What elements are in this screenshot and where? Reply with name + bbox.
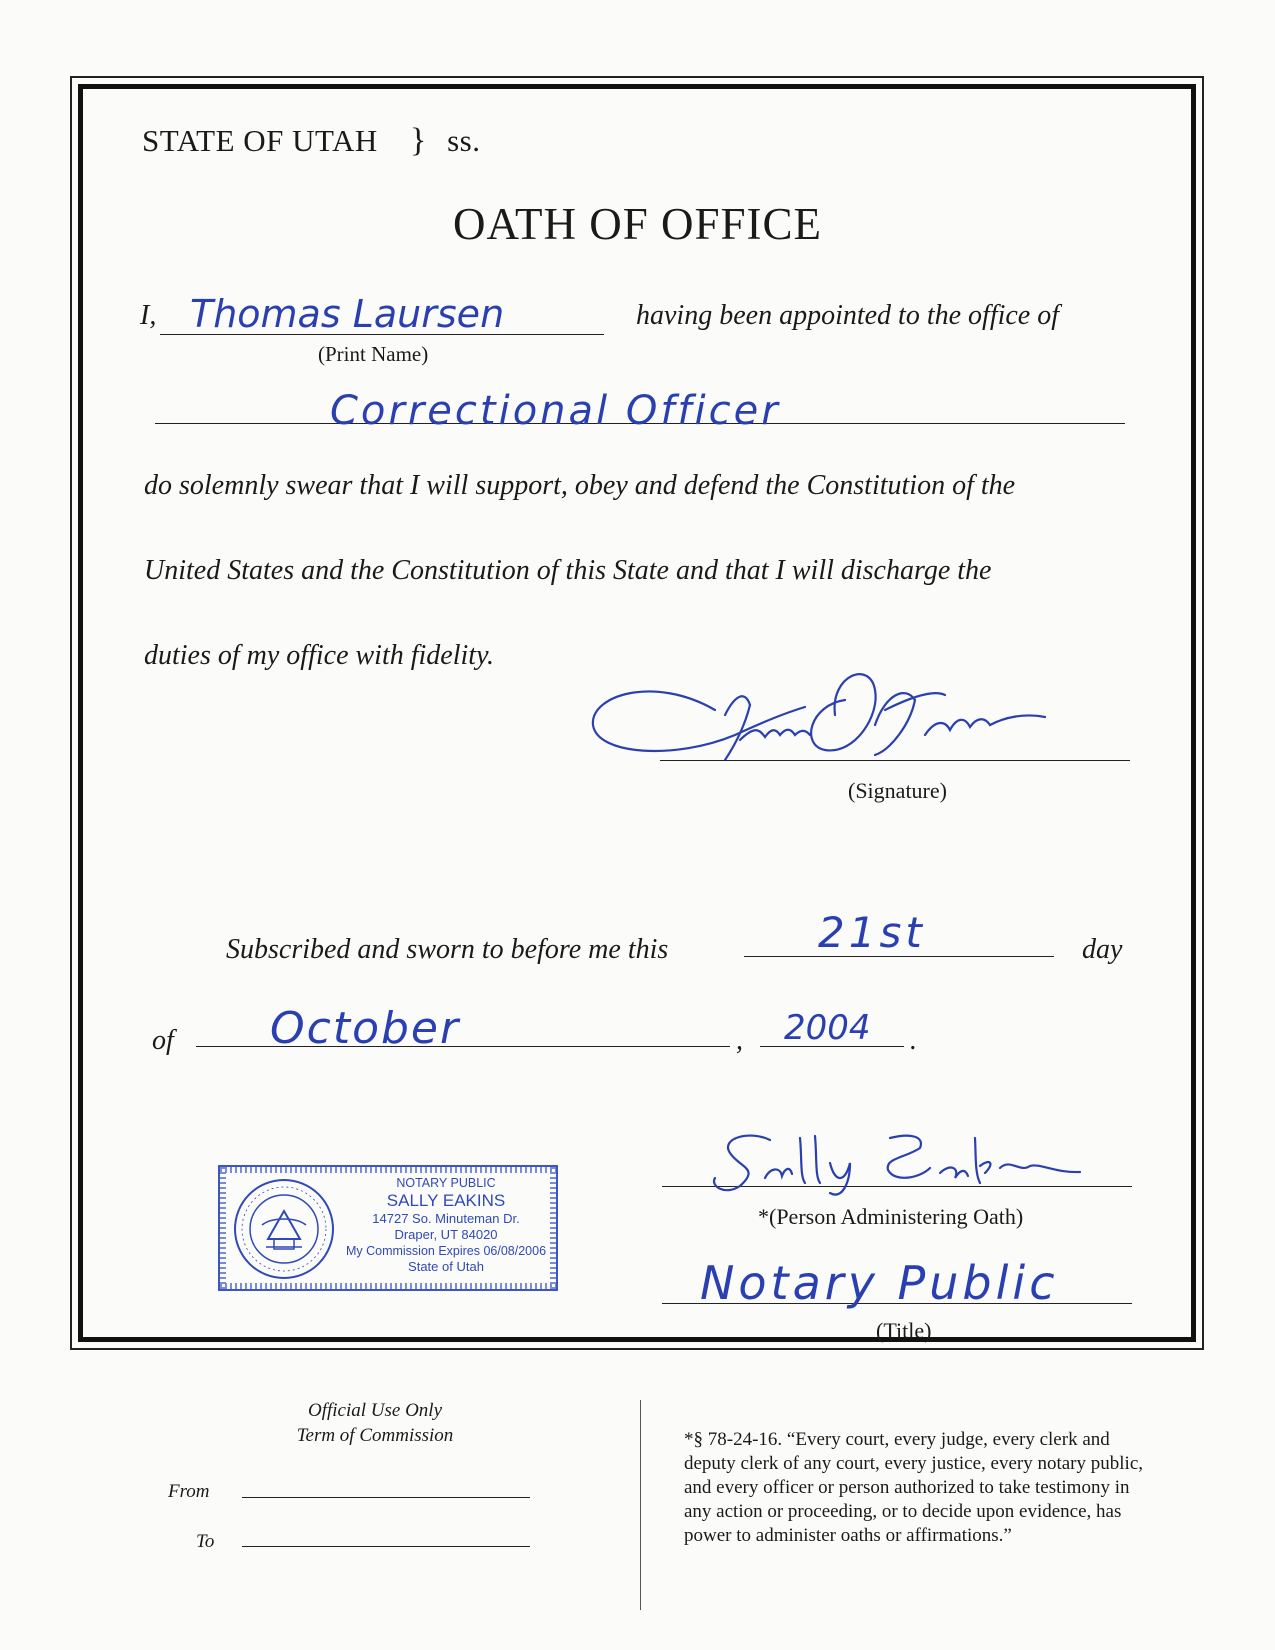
footnote-line-2: deputy clerk of any court, every justice, every notary public, — [684, 1453, 1143, 1474]
to-line — [242, 1546, 530, 1547]
stamp-name: SALLY EAKINS — [386, 1191, 506, 1210]
official-use-line-1: Official Use Only — [307, 1400, 443, 1421]
state-name: STATE OF UTAH — [142, 123, 378, 158]
period: . — [910, 1025, 917, 1056]
footnote-line-3: and every officer or person authorized to take testimony in — [684, 1477, 1130, 1498]
of-prefix: of — [152, 1025, 174, 1056]
title-label: (Title) — [876, 1318, 932, 1343]
venue-header — [142, 122, 480, 160]
title-value: Notary Public — [700, 1256, 1059, 1310]
state-seal-icon — [232, 1177, 336, 1281]
oath-paragraph-line-2: United States and the Constitution of this State and that I will discharge the — [144, 555, 992, 586]
to-label: To — [196, 1531, 215, 1552]
month-value: October — [270, 1003, 461, 1054]
footer-divider — [640, 1400, 641, 1610]
oath-paragraph-line-1: do solemnly swear that I will support, obey and defend the Constitution of the — [144, 470, 1016, 501]
print-name-label: (Print Name) — [318, 342, 429, 366]
ss-label: ss. — [447, 123, 481, 158]
brace: } — [410, 122, 427, 159]
statute-footnote — [684, 1428, 1204, 1548]
footnote-line-4: any action or proceeding, or to decide upon evidence, has — [684, 1501, 1122, 1522]
stamp-commission: My Commission Expires 06/08/2006 — [345, 1244, 547, 1258]
day-suffix: day — [1082, 934, 1123, 965]
stamp-address-2: Draper, UT 84020 — [394, 1227, 498, 1242]
document-title: OATH OF OFFICE — [452, 199, 823, 249]
administrator-label: *(Person Administering Oath) — [758, 1204, 1024, 1229]
signature-line — [660, 760, 1130, 761]
comma: , — [736, 1025, 743, 1056]
day-value: 21st — [818, 908, 926, 957]
stamp-notary-public: NOTARY PUBLIC — [396, 1176, 496, 1190]
notary-stamp-text — [338, 1175, 554, 1275]
footnote-line-5: power to administer oaths or affirmations.” — [684, 1525, 1012, 1546]
appointed-text: having been appointed to the office of — [636, 300, 1060, 331]
official-use-heading — [230, 1398, 520, 1448]
oath-paragraph-line-3: duties of my office with fidelity. — [144, 640, 494, 671]
from-line — [242, 1497, 530, 1498]
print-name-value: Thomas Laursen — [190, 292, 505, 336]
notary-stamp — [218, 1165, 558, 1291]
signature-graphic — [585, 655, 1055, 790]
administrator-signature-graphic — [710, 1128, 1090, 1198]
stamp-state: State of Utah — [408, 1259, 484, 1274]
office-value: Correctional Officer — [330, 388, 781, 434]
i-prefix: I, — [140, 300, 157, 331]
signature-label: (Signature) — [848, 778, 947, 803]
year-value: 2004 — [784, 1008, 871, 1048]
stamp-address-1: 14727 So. Minuteman Dr. — [372, 1211, 520, 1226]
subscribed-text: Subscribed and sworn to before me this — [226, 934, 669, 965]
from-label: From — [168, 1481, 210, 1502]
footnote-line-1: *§ 78-24-16. “Every court, every judge, every clerk and — [684, 1429, 1110, 1450]
official-use-line-2: Term of Commission — [296, 1425, 454, 1446]
